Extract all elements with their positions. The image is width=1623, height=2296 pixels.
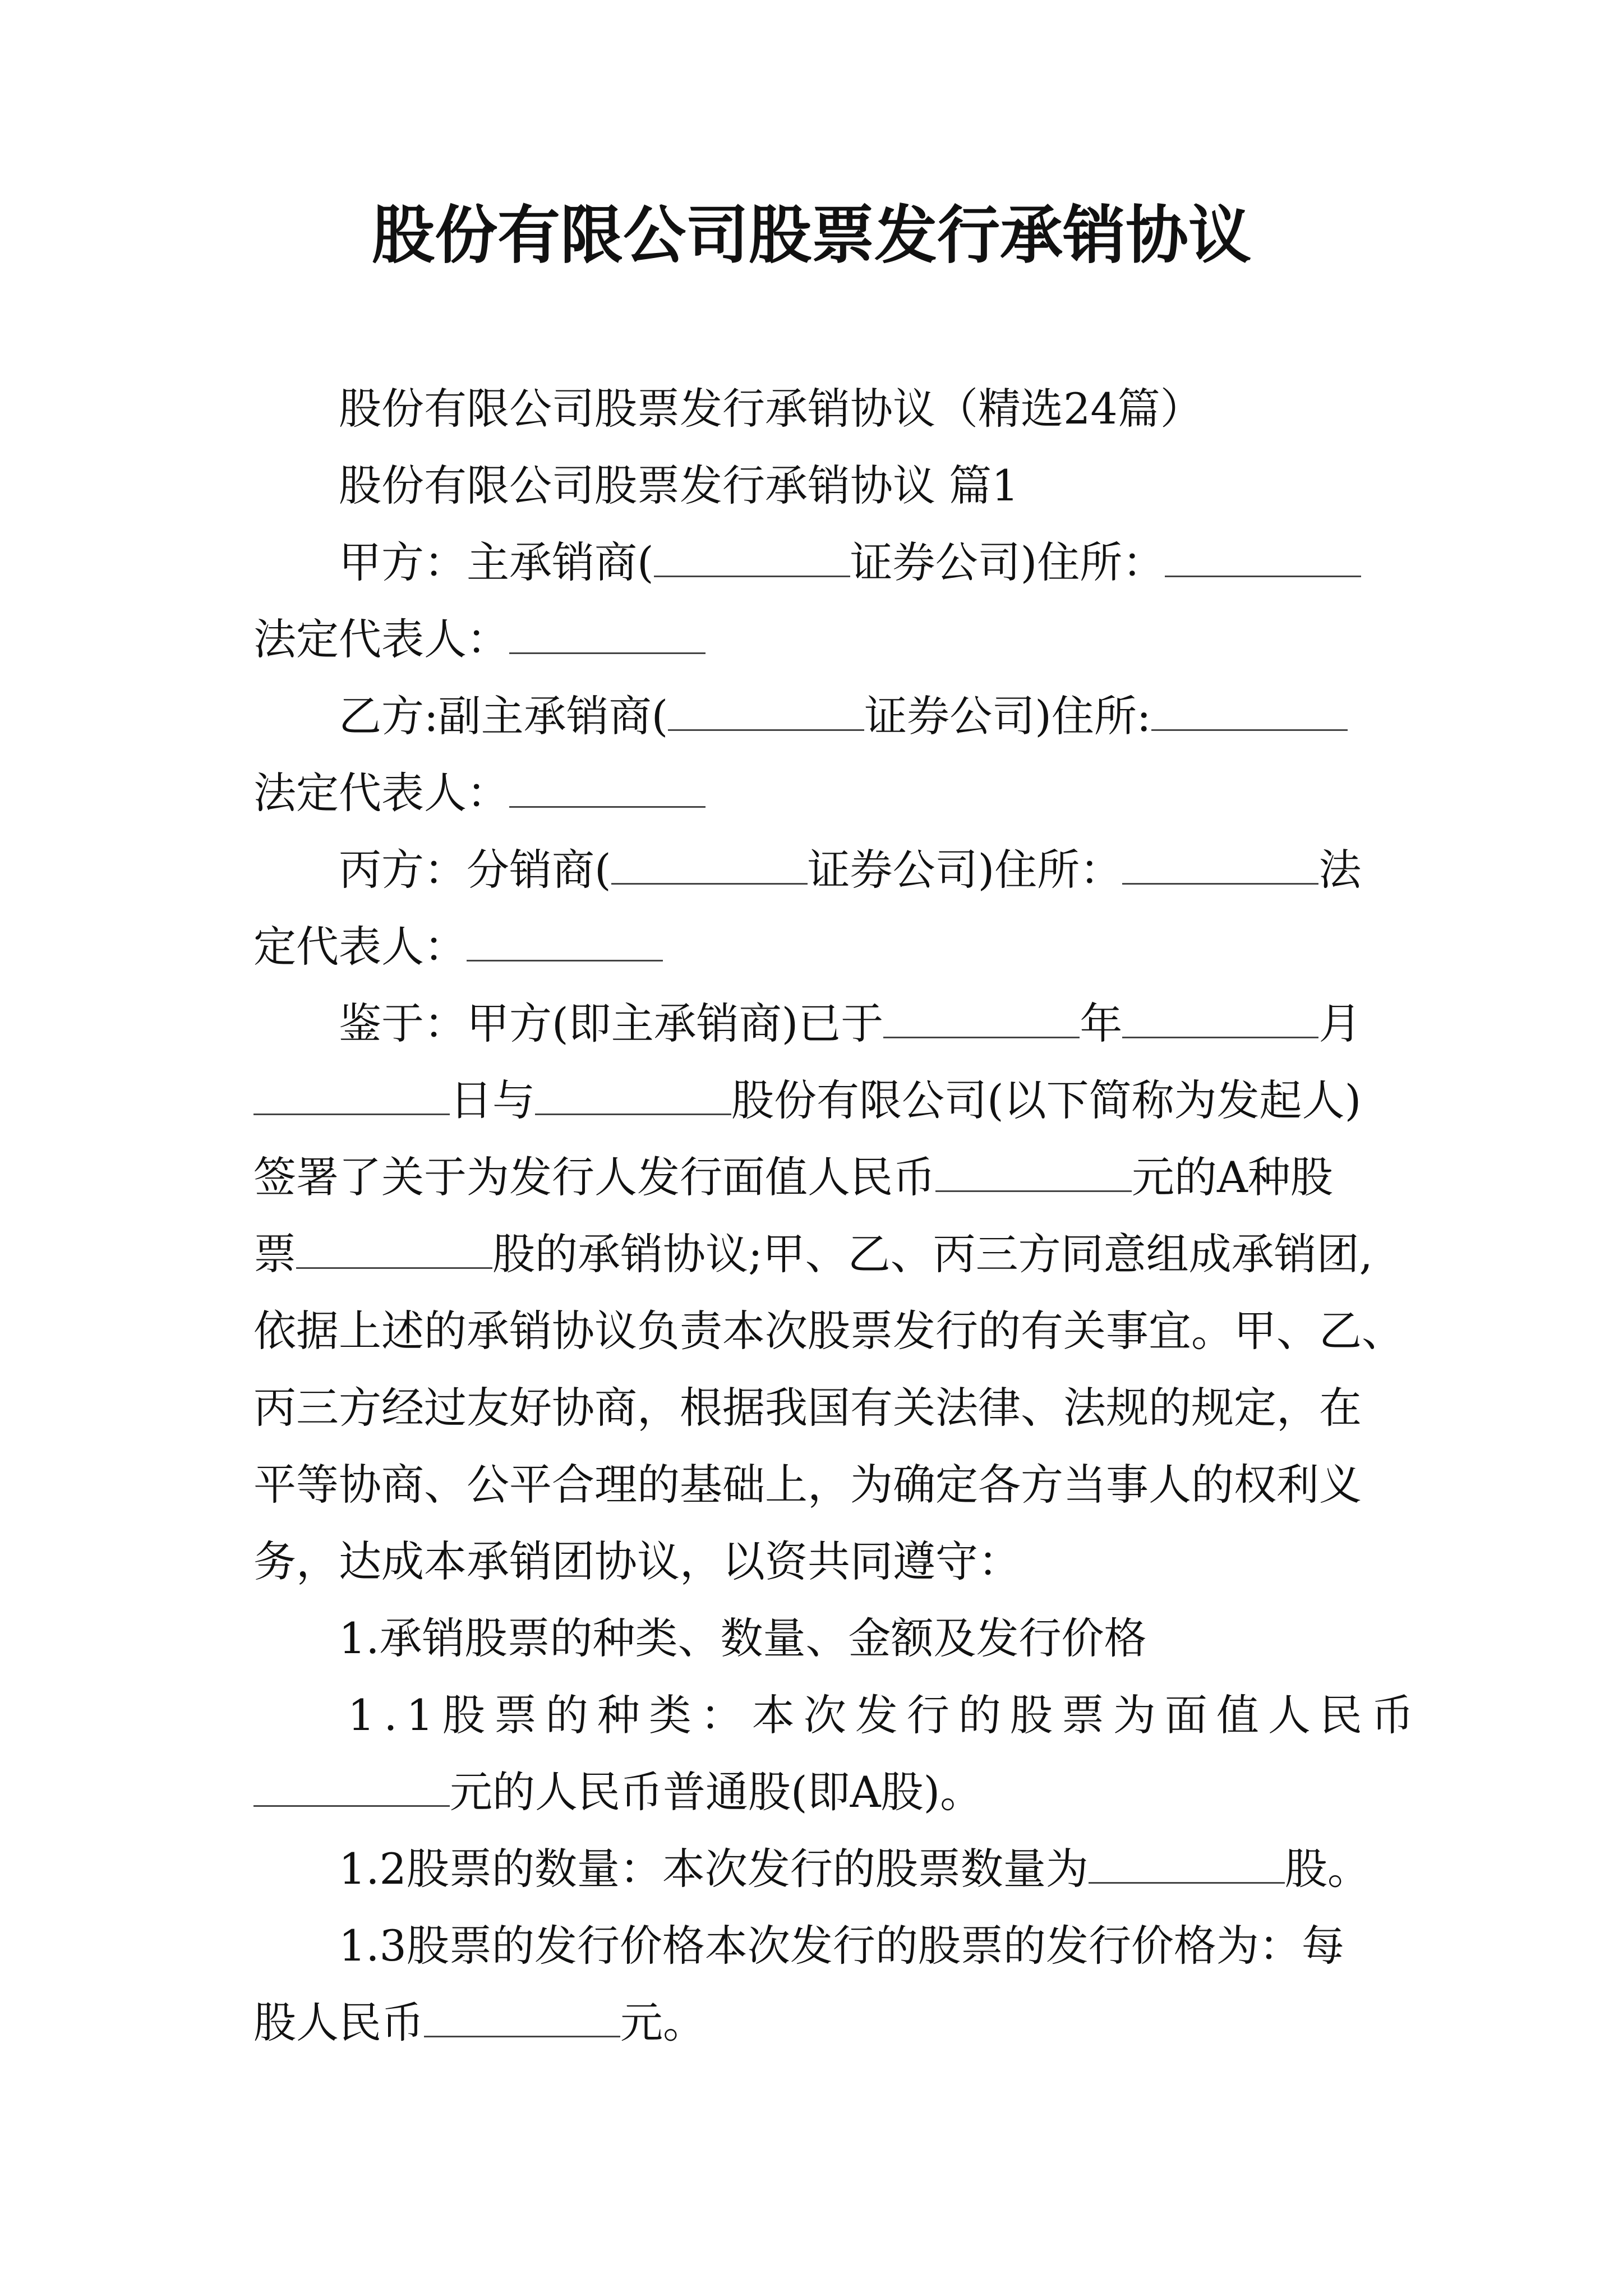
body-line bbox=[253, 1446, 1375, 1523]
blank-field bbox=[935, 1156, 1132, 1192]
party-c-line bbox=[253, 831, 1375, 908]
text: 元的A种股 bbox=[1132, 1152, 1333, 1202]
body-line bbox=[253, 1139, 1375, 1216]
text: 1.2股票的数量：本次发行的股票数量为 bbox=[339, 1844, 1089, 1894]
text: 法 bbox=[1318, 845, 1362, 895]
text: 乙方:副主承销商( bbox=[339, 691, 668, 741]
blank-field bbox=[424, 2001, 620, 2037]
text: 票 bbox=[253, 1229, 296, 1279]
blank-field bbox=[509, 771, 706, 808]
text: 股份有限公司(以下简称为发起人) bbox=[731, 1075, 1362, 1125]
text: 平等协商、公平合理的基础上，为确定各方当事人的权利义 bbox=[253, 1460, 1362, 1510]
blank-field bbox=[1089, 1847, 1285, 1884]
text: 元的人民币普通股(即A股)。 bbox=[450, 1767, 983, 1817]
body-line bbox=[253, 1523, 1375, 1600]
blank-field bbox=[1165, 541, 1361, 577]
whereas-line bbox=[253, 985, 1375, 1062]
party-c-rep-line bbox=[253, 908, 1375, 985]
text: 股的承销协议;甲、乙、丙三方同意组成承销团, bbox=[492, 1229, 1373, 1279]
text: 鉴于：甲方(即主承销商)已于 bbox=[339, 999, 884, 1048]
text: 丙方：分销商( bbox=[339, 845, 611, 895]
blank-field bbox=[296, 1232, 492, 1269]
party-b-rep-line bbox=[253, 754, 1375, 831]
text: 丙三方经过友好协商，根据我国有关法律、法规的规定，在 bbox=[253, 1383, 1362, 1433]
blank-field bbox=[883, 1002, 1080, 1038]
clause-1-2 bbox=[253, 1830, 1375, 1907]
text: 股人民币 bbox=[253, 1998, 424, 2047]
body-line bbox=[253, 1062, 1375, 1139]
text: 年 bbox=[1080, 999, 1123, 1048]
section-heading bbox=[253, 447, 1375, 524]
clause-heading bbox=[253, 1600, 1375, 1677]
blank-field bbox=[1122, 1002, 1318, 1038]
text: 证券公司)住所： bbox=[807, 845, 1123, 895]
party-a-rep-line bbox=[253, 601, 1375, 678]
party-a-line bbox=[253, 524, 1375, 601]
text: 甲方：主承销商( bbox=[339, 537, 654, 587]
text: 1.1股票的种类：本次发行的股票为面值人民币 bbox=[348, 1690, 1423, 1740]
document-body bbox=[253, 370, 1423, 2061]
blank-field bbox=[253, 1770, 450, 1807]
text: 证券公司)住所： bbox=[850, 537, 1165, 587]
blank-field bbox=[668, 694, 864, 731]
blank-field bbox=[253, 1079, 450, 1115]
document-title: 股份有限公司股票发行承销协议 bbox=[372, 199, 1251, 272]
blank-field bbox=[654, 541, 850, 577]
blank-field bbox=[1122, 848, 1318, 885]
text: 签署了关于为发行人发行面值人民币 bbox=[253, 1152, 935, 1202]
blank-field bbox=[535, 1079, 731, 1115]
text: 元。 bbox=[620, 1998, 706, 2047]
text: 股份有限公司股票发行承销协议（精选24篇） bbox=[339, 384, 1203, 434]
body-line bbox=[253, 1292, 1404, 1369]
text: 1.承销股票的种类、数量、金额及发行价格 bbox=[339, 1613, 1147, 1663]
text: 法定代表人： bbox=[253, 614, 509, 664]
blank-field bbox=[1151, 694, 1348, 731]
subtitle-line bbox=[253, 370, 1375, 447]
clause-1-3-cont bbox=[253, 1984, 1375, 2061]
blank-field bbox=[467, 925, 663, 961]
text: 证券公司)住所: bbox=[864, 691, 1151, 741]
blank-field bbox=[509, 618, 706, 654]
clause-1-3 bbox=[253, 1907, 1375, 1984]
body-line bbox=[253, 1369, 1375, 1446]
clause-1-1-cont bbox=[253, 1754, 1375, 1830]
text: 务，达成本承销团协议，以资共同遵守： bbox=[253, 1536, 1021, 1586]
text: 依据上述的承销协议负责本次股票发行的有关事宜。甲、乙、 bbox=[253, 1306, 1404, 1356]
text: 法定代表人： bbox=[253, 768, 509, 818]
text: 1.3股票的发行价格本次发行的股票的发行价格为：每 bbox=[339, 1921, 1344, 1971]
text: 股份有限公司股票发行承销协议 篇1 bbox=[339, 461, 1019, 510]
text: 月 bbox=[1318, 999, 1362, 1048]
text: 定代表人： bbox=[253, 922, 467, 972]
text: 股。 bbox=[1284, 1844, 1370, 1894]
clause-1-1 bbox=[253, 1677, 1423, 1754]
blank-field bbox=[611, 848, 808, 885]
body-line bbox=[253, 1216, 1375, 1292]
party-b-line bbox=[253, 678, 1375, 754]
text: 日与 bbox=[450, 1075, 535, 1125]
